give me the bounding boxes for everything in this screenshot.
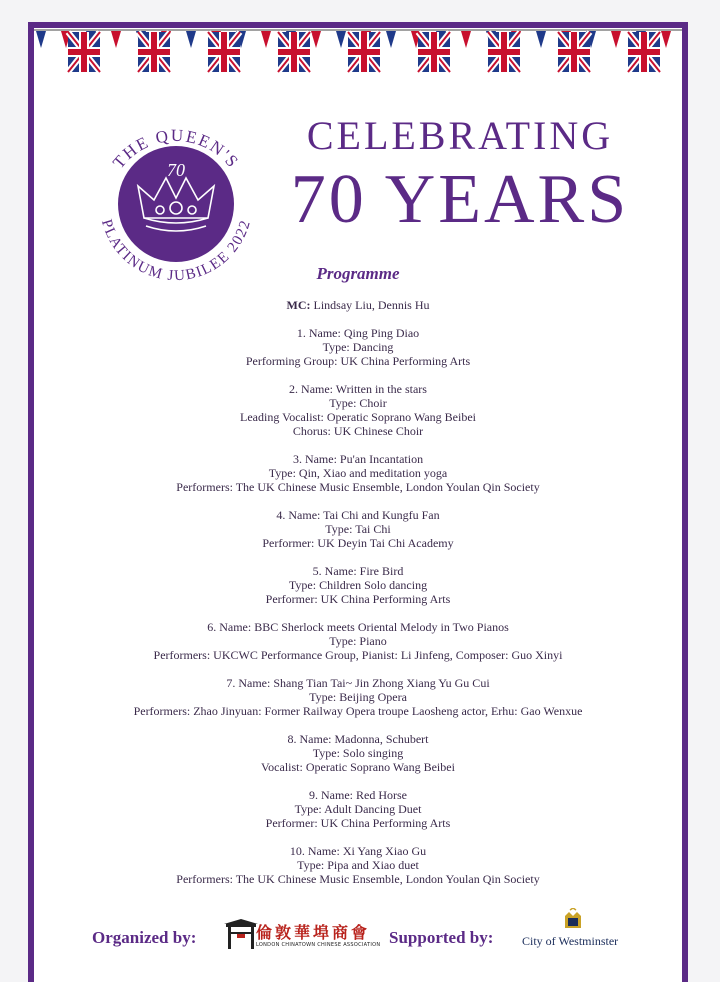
programme-item-line: Type: Pipa and Xiao duet <box>297 858 419 872</box>
programme-item-line: 5. Name: Fire Bird <box>312 564 404 578</box>
seal-top-text: THE QUEEN'S <box>108 125 244 173</box>
programme-item-line: 7. Name: Shang Tian Tai~ Jin Zhong Xiang Yu Gu Cui <box>226 676 490 690</box>
programme-item-line: Performer: UK Deyin Tai Chi Academy <box>262 536 454 550</box>
union-jack-flag-icon <box>418 32 450 72</box>
westminster-crest-icon <box>561 908 585 930</box>
pennant <box>611 31 621 48</box>
organized-by-label: Organized by: <box>92 928 197 947</box>
pennant <box>111 31 121 48</box>
hero-line-2: 70 YEARS <box>290 161 630 238</box>
programme-item-line: Performing Group: UK China Performing Arts <box>245 354 471 368</box>
pennant <box>461 31 471 48</box>
programme-item <box>34 326 682 368</box>
mc-line <box>34 298 682 312</box>
programme-item-line: Type: Tai Chi <box>325 522 391 536</box>
pennant <box>386 31 396 48</box>
chinatown-gate-icon <box>224 918 258 952</box>
programme-item <box>34 732 682 774</box>
programme-item-line: Chorus: UK Chinese Choir <box>292 424 424 438</box>
programme-item-line: 1. Name: Qing Ping Diao <box>296 326 420 340</box>
union-jack-flag-icon <box>68 32 100 72</box>
programme-item <box>34 382 682 438</box>
hero-line-1: CELEBRATING <box>306 113 614 158</box>
union-jack-flag-icon <box>278 32 310 72</box>
programme-item <box>34 564 682 606</box>
union-jack-bunting <box>34 28 682 78</box>
programme-item-line: Type: Qin, Xiao and meditation yoga <box>268 466 448 480</box>
pennant <box>536 31 546 48</box>
programme-item-line: Performer: UK China Performing Arts <box>265 592 451 606</box>
programme-item <box>34 676 682 718</box>
programme-item <box>34 508 682 550</box>
seal-bottom-text: PLATINUM JUBILEE 2022 <box>97 217 255 285</box>
programme-list <box>34 264 682 900</box>
union-jack-flag-icon <box>628 32 660 72</box>
programme-item-line: Performers: UKCWC Performance Group, Pianist: Li Jinfeng, Composer: Guo Xinyi <box>153 648 563 662</box>
programme-item-line: 6. Name: BBC Sherlock meets Oriental Melody in Two Pianos <box>207 620 509 634</box>
union-jack-flag-icon <box>138 32 170 72</box>
programme-item-line: Type: Children Solo dancing <box>288 578 428 592</box>
programme-item-line: 8. Name: Madonna, Schubert <box>287 732 429 746</box>
programme-item-line: Type: Choir <box>329 396 387 410</box>
pennant <box>186 31 196 48</box>
pennant <box>311 31 321 48</box>
supporter-name: City of Westminster <box>522 934 619 948</box>
programme-item-line: 2. Name: Written in the stars <box>289 382 427 396</box>
pennant <box>661 31 671 48</box>
programme-item-line: Performers: The UK Chinese Music Ensemble, London Youlan Qin Society <box>176 872 540 886</box>
programme-item-line: 9. Name: Red Horse <box>309 788 407 802</box>
organizer-english-name: LONDON CHINATOWN CHINESE ASSOCIATION <box>256 942 381 948</box>
seal-number: 70 <box>167 160 185 180</box>
programme-item <box>34 844 682 886</box>
organizer-chinese-name: 倫敦華埠商會 <box>256 923 371 942</box>
programme-item-line: Vocalist: Operatic Soprano Wang Beibei <box>261 760 455 774</box>
programme-item-line: 10. Name: Xi Yang Xiao Gu <box>289 844 427 858</box>
programme-item-line: Type: Solo singing <box>312 746 404 760</box>
union-jack-flag-icon <box>488 32 520 72</box>
union-jack-flag-icon <box>558 32 590 72</box>
programme-item-line: Type: Piano <box>329 634 387 648</box>
programme-item-line: Performers: The UK Chinese Music Ensemble, London Youlan Qin Society <box>176 480 540 494</box>
programme-item-line: 4. Name: Tai Chi and Kungfu Fan <box>276 508 440 522</box>
hero-heading <box>270 114 650 236</box>
programme-item-line: Type: Adult Dancing Duet <box>294 802 422 816</box>
mc-label: MC: <box>286 298 311 312</box>
programme-title: Programme <box>316 264 400 283</box>
pennant <box>336 31 346 48</box>
programme-item-line: Leading Vocalist: Operatic Soprano Wang Beibei <box>240 410 476 424</box>
union-jack-flag-icon <box>348 32 380 72</box>
supported-by-label: Supported by: <box>389 928 494 947</box>
union-jack-flag-icon <box>208 32 240 72</box>
programme-item-line: 3. Name: Pu'an Incantation <box>292 452 424 466</box>
programme-item-line: Performer: UK China Performing Arts <box>265 816 451 830</box>
programme-item <box>34 620 682 662</box>
pennant <box>36 31 46 48</box>
programme-item-line: Type: Beijing Opera <box>309 690 407 704</box>
footer <box>34 904 682 964</box>
mc-value: Lindsay Liu, Dennis Hu <box>313 298 430 312</box>
programme-page <box>28 22 688 982</box>
programme-item-line: Performers: Zhao Jinyuan: Former Railway Opera troupe Laosheng actor, Erhu: Gao Wenxue <box>133 704 583 718</box>
programme-item <box>34 788 682 830</box>
programme-item-line: Type: Dancing <box>322 340 394 354</box>
programme-item <box>34 452 682 494</box>
pennant <box>261 31 271 48</box>
